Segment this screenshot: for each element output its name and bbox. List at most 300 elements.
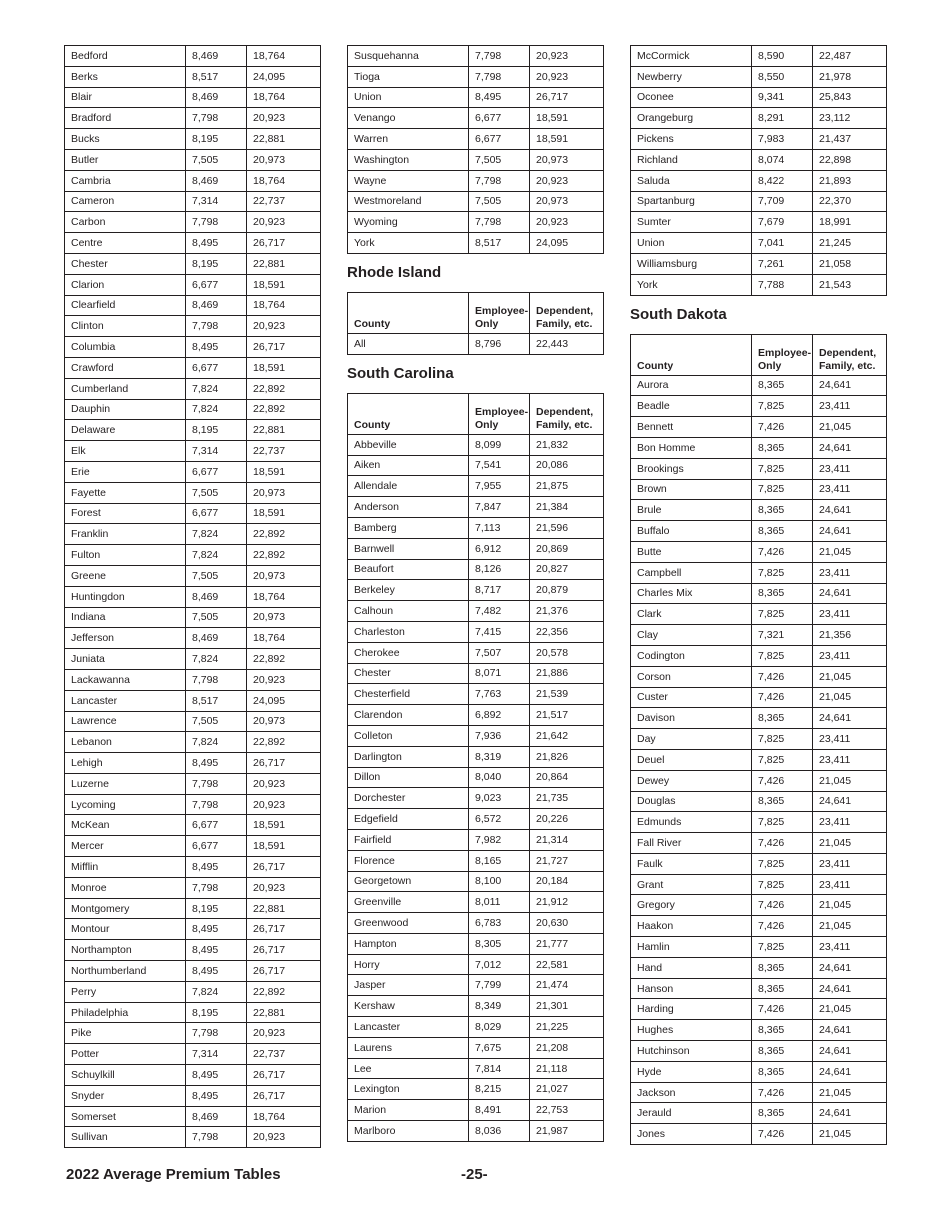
dependent-cell: 21,045: [813, 916, 887, 937]
south-carolina-table-part-2: [630, 45, 887, 296]
county-cell: Monroe: [65, 877, 186, 898]
dependent-cell: 26,717: [247, 753, 321, 774]
employee-only-cell: 7,824: [186, 545, 247, 566]
table-row: [348, 559, 604, 580]
dependent-cell: 23,411: [813, 562, 887, 583]
table-row: [631, 853, 887, 874]
county-cell: Horry: [348, 954, 469, 975]
county-cell: Susquehanna: [348, 46, 469, 67]
employee-only-cell: 7,505: [469, 149, 530, 170]
employee-only-cell: 7,825: [752, 562, 813, 583]
dependent-cell: 24,641: [813, 375, 887, 396]
county-cell: Schuylkill: [65, 1065, 186, 1086]
county-cell: Corson: [631, 666, 752, 687]
dependent-cell: 21,642: [530, 725, 604, 746]
county-cell: Fayette: [65, 482, 186, 503]
county-cell: Delaware: [65, 420, 186, 441]
dependent-cell: 21,987: [530, 1121, 604, 1142]
table-row: [65, 898, 321, 919]
table-row: [631, 1020, 887, 1041]
table-row: [631, 562, 887, 583]
table-row: [348, 642, 604, 663]
dependent-cell: 22,892: [247, 378, 321, 399]
dependent-cell: 21,517: [530, 705, 604, 726]
employee-only-cell: 8,495: [186, 337, 247, 358]
table-row: [631, 978, 887, 999]
table-row: [348, 684, 604, 705]
county-cell: Hampton: [348, 933, 469, 954]
county-cell: Custer: [631, 687, 752, 708]
county-cell: Potter: [65, 1044, 186, 1065]
county-header: County: [348, 292, 469, 333]
employee-only-cell: 7,426: [752, 833, 813, 854]
employee-only-cell: 7,426: [752, 770, 813, 791]
dependent-cell: 20,923: [247, 773, 321, 794]
rhode-island-table: [347, 292, 604, 355]
table-row: [631, 541, 887, 562]
table-row: [631, 708, 887, 729]
pa-rows-1: [65, 46, 321, 1148]
table-row: [65, 108, 321, 129]
employee-only-cell: 7,825: [752, 729, 813, 750]
employee-only-cell: 7,763: [469, 684, 530, 705]
dependent-cell: 23,411: [813, 749, 887, 770]
dependent-cell: 21,045: [813, 541, 887, 562]
column-2: [347, 45, 603, 1142]
dependent-cell: 21,045: [813, 833, 887, 854]
table-row: [631, 583, 887, 604]
table-row: [65, 877, 321, 898]
table-row: [631, 1061, 887, 1082]
county-cell: Lehigh: [65, 753, 186, 774]
table-row: [65, 420, 321, 441]
table-row: [65, 815, 321, 836]
employee-only-cell: 7,798: [186, 1127, 247, 1148]
county-cell: Montour: [65, 919, 186, 940]
table-row: [348, 663, 604, 684]
table-row: [348, 809, 604, 830]
employee-only-cell: 8,469: [186, 87, 247, 108]
county-cell: Greenwood: [348, 913, 469, 934]
employee-only-cell: 8,495: [186, 1085, 247, 1106]
dependent-cell: 20,923: [247, 316, 321, 337]
county-cell: Somerset: [65, 1106, 186, 1127]
county-cell: Union: [631, 233, 752, 254]
dependent-cell: 21,058: [813, 253, 887, 274]
dependent-cell: 21,596: [530, 517, 604, 538]
county-cell: Faulk: [631, 853, 752, 874]
dependent-cell: 21,376: [530, 601, 604, 622]
table-row: [65, 565, 321, 586]
employee-only-cell: 8,495: [186, 857, 247, 878]
dependent-cell: 21,314: [530, 829, 604, 850]
dependent-cell: 20,923: [247, 1023, 321, 1044]
dependent-cell: 22,737: [247, 441, 321, 462]
table-row: [348, 170, 604, 191]
dependent-cell: 20,923: [247, 108, 321, 129]
table-row: [348, 996, 604, 1017]
county-cell: Beadle: [631, 396, 752, 417]
table-row: [348, 746, 604, 767]
county-cell: Jackson: [631, 1082, 752, 1103]
table-row: [631, 666, 887, 687]
table-row: [348, 434, 604, 455]
employee-only-cell: 8,365: [752, 1103, 813, 1124]
table-row: [65, 919, 321, 940]
employee-only-cell: 7,824: [186, 649, 247, 670]
table-row: [631, 916, 887, 937]
employee-only-cell: 7,415: [469, 621, 530, 642]
county-cell: Buffalo: [631, 521, 752, 542]
south-dakota-table: [630, 334, 887, 1145]
dependent-cell: 22,737: [247, 1044, 321, 1065]
county-cell: York: [348, 233, 469, 254]
dependent-cell: 21,886: [530, 663, 604, 684]
employee-only-cell: 7,426: [752, 999, 813, 1020]
employee-only-cell: 6,783: [469, 913, 530, 934]
table-row: [631, 479, 887, 500]
table-row: [348, 476, 604, 497]
county-cell: Lebanon: [65, 732, 186, 753]
table-row: [65, 1002, 321, 1023]
dependent-cell: 26,717: [247, 1085, 321, 1106]
table-row: [348, 954, 604, 975]
employee-only-cell: 6,677: [186, 503, 247, 524]
table-row: [65, 524, 321, 545]
county-cell: Hyde: [631, 1061, 752, 1082]
county-cell: Dauphin: [65, 399, 186, 420]
dependent-cell: 26,717: [247, 940, 321, 961]
table-row: [65, 836, 321, 857]
county-cell: Hanson: [631, 978, 752, 999]
table-row: [348, 1121, 604, 1142]
county-cell: Hutchinson: [631, 1041, 752, 1062]
county-cell: Brule: [631, 500, 752, 521]
dependent-cell: 18,591: [247, 503, 321, 524]
county-cell: Huntingdon: [65, 586, 186, 607]
dependent-cell: 24,641: [813, 583, 887, 604]
county-cell: Bennett: [631, 417, 752, 438]
table-row: [348, 913, 604, 934]
county-cell: Richland: [631, 149, 752, 170]
county-cell: Pike: [65, 1023, 186, 1044]
county-cell: Marlboro: [348, 1121, 469, 1142]
dependent-cell: 18,764: [247, 87, 321, 108]
county-cell: Aiken: [348, 455, 469, 476]
county-cell: Bon Homme: [631, 437, 752, 458]
dependent-cell: 23,411: [813, 396, 887, 417]
dependent-cell: 21,826: [530, 746, 604, 767]
county-cell: Centre: [65, 233, 186, 254]
dependent-cell: 20,973: [247, 149, 321, 170]
dependent-cell: 21,539: [530, 684, 604, 705]
employee-only-cell: 7,825: [752, 749, 813, 770]
employee-only-cell: 7,505: [186, 482, 247, 503]
employee-only-cell: 8,469: [186, 46, 247, 67]
employee-only-cell: 7,788: [752, 274, 813, 295]
south-carolina-table-part-1: [347, 393, 604, 1142]
employee-only-cell: 9,023: [469, 788, 530, 809]
dependent-cell: 22,892: [247, 399, 321, 420]
dependent-cell: 24,641: [813, 521, 887, 542]
employee-only-cell: 7,426: [752, 895, 813, 916]
employee-only-cell: 8,365: [752, 1061, 813, 1082]
dependent-cell: 22,892: [247, 732, 321, 753]
county-cell: All: [348, 333, 469, 354]
dependent-cell: 26,717: [247, 337, 321, 358]
dependent-cell: 21,045: [813, 666, 887, 687]
county-cell: Washington: [348, 149, 469, 170]
employee-only-cell: 8,319: [469, 746, 530, 767]
dependent-cell: 22,881: [247, 898, 321, 919]
county-cell: Chester: [65, 253, 186, 274]
dependent-cell: 21,045: [813, 1082, 887, 1103]
employee-only-cell: 7,798: [186, 669, 247, 690]
table-row: [348, 975, 604, 996]
employee-only-cell: 7,798: [186, 773, 247, 794]
table-row: [348, 1037, 604, 1058]
employee-only-cell: 7,798: [186, 212, 247, 233]
county-cell: Fulton: [65, 545, 186, 566]
dependent-cell: 21,118: [530, 1058, 604, 1079]
table-row: [348, 1079, 604, 1100]
county-cell: Hughes: [631, 1020, 752, 1041]
dependent-cell: 23,411: [813, 729, 887, 750]
footer-title: 2022 Average Premium Tables: [66, 1166, 281, 1183]
county-cell: Dorchester: [348, 788, 469, 809]
table-row: [631, 604, 887, 625]
table-row: [631, 253, 887, 274]
table-row: [65, 981, 321, 1002]
dependent-cell: 23,411: [813, 645, 887, 666]
county-cell: Kershaw: [348, 996, 469, 1017]
employee-only-header: Employee-Only: [469, 292, 530, 333]
table-row: [65, 191, 321, 212]
employee-only-cell: 7,113: [469, 517, 530, 538]
county-cell: Union: [348, 87, 469, 108]
dependent-cell: 23,411: [813, 812, 887, 833]
employee-only-cell: 7,824: [186, 981, 247, 1002]
county-cell: Bradford: [65, 108, 186, 129]
table-row: [631, 66, 887, 87]
dependent-cell: 20,973: [247, 482, 321, 503]
table-row: [65, 940, 321, 961]
table-row: [348, 149, 604, 170]
table-row: [65, 607, 321, 628]
county-cell: Fairfield: [348, 829, 469, 850]
dependent-cell: 21,045: [813, 999, 887, 1020]
dependent-cell: 18,764: [247, 295, 321, 316]
dependent-cell: 23,411: [813, 874, 887, 895]
employee-only-cell: 7,426: [752, 541, 813, 562]
county-cell: Charles Mix: [631, 583, 752, 604]
county-cell: Brookings: [631, 458, 752, 479]
employee-only-cell: 8,796: [469, 333, 530, 354]
county-cell: Cameron: [65, 191, 186, 212]
table-row: [631, 999, 887, 1020]
employee-only-cell: 6,677: [469, 108, 530, 129]
table-row: [65, 378, 321, 399]
dependent-cell: 24,641: [813, 1103, 887, 1124]
employee-only-cell: 8,469: [186, 1106, 247, 1127]
dependent-cell: 24,641: [813, 500, 887, 521]
dependent-cell: 21,384: [530, 497, 604, 518]
dependent-cell: 20,923: [530, 46, 604, 67]
employee-only-cell: 8,011: [469, 892, 530, 913]
employee-only-cell: 7,825: [752, 458, 813, 479]
dependent-cell: 18,591: [247, 461, 321, 482]
dependent-cell: 21,543: [813, 274, 887, 295]
table-row: [631, 417, 887, 438]
table-row: [65, 441, 321, 462]
county-cell: Jerauld: [631, 1103, 752, 1124]
dependent-header: Dependent, Family, etc.: [530, 292, 604, 333]
pennsylvania-table-part-1: [64, 45, 321, 1148]
table-row: [65, 233, 321, 254]
employee-only-cell: 8,422: [752, 170, 813, 191]
dependent-cell: 26,717: [247, 1065, 321, 1086]
county-cell: Greene: [65, 565, 186, 586]
employee-only-cell: 8,126: [469, 559, 530, 580]
dependent-cell: 26,717: [530, 87, 604, 108]
table-row: [631, 749, 887, 770]
employee-only-cell: 7,798: [186, 877, 247, 898]
dependent-cell: 20,923: [530, 170, 604, 191]
employee-only-cell: 6,677: [186, 836, 247, 857]
table-row: [65, 545, 321, 566]
county-cell: Bucks: [65, 129, 186, 150]
dependent-cell: 22,881: [247, 253, 321, 274]
dependent-cell: 21,045: [813, 687, 887, 708]
county-cell: Charleston: [348, 621, 469, 642]
employee-only-cell: 7,799: [469, 975, 530, 996]
employee-only-cell: 7,314: [186, 191, 247, 212]
employee-only-cell: 8,469: [186, 586, 247, 607]
employee-only-cell: 8,365: [752, 521, 813, 542]
table-row: [65, 503, 321, 524]
county-cell: Venango: [348, 108, 469, 129]
county-cell: Abbeville: [348, 434, 469, 455]
table-row: [631, 375, 887, 396]
table-row: [631, 937, 887, 958]
dependent-cell: 24,641: [813, 978, 887, 999]
table-row: [348, 725, 604, 746]
county-cell: Carbon: [65, 212, 186, 233]
table-row: [348, 580, 604, 601]
table-row: [65, 316, 321, 337]
table-row: [65, 399, 321, 420]
employee-only-cell: 7,798: [469, 66, 530, 87]
table-row: [65, 274, 321, 295]
employee-only-cell: 8,469: [186, 170, 247, 191]
dependent-cell: 18,591: [530, 129, 604, 150]
table-row: [65, 129, 321, 150]
county-cell: Luzerne: [65, 773, 186, 794]
table-row: [631, 87, 887, 108]
county-cell: Franklin: [65, 524, 186, 545]
county-cell: Westmoreland: [348, 191, 469, 212]
dependent-cell: 18,591: [530, 108, 604, 129]
employee-only-cell: 8,349: [469, 996, 530, 1017]
employee-only-cell: 8,495: [469, 87, 530, 108]
dependent-cell: 20,827: [530, 559, 604, 580]
dependent-cell: 20,630: [530, 913, 604, 934]
table-row: [348, 455, 604, 476]
county-cell: Butte: [631, 541, 752, 562]
county-cell: Edgefield: [348, 809, 469, 830]
dependent-cell: 22,881: [247, 129, 321, 150]
table-row: [631, 833, 887, 854]
dependent-cell: 20,923: [247, 877, 321, 898]
county-cell: Greenville: [348, 892, 469, 913]
employee-only-cell: 7,505: [469, 191, 530, 212]
table-row: [348, 850, 604, 871]
employee-only-cell: 8,215: [469, 1079, 530, 1100]
dependent-cell: 21,437: [813, 129, 887, 150]
county-cell: Dillon: [348, 767, 469, 788]
table-row: [348, 129, 604, 150]
county-cell: Williamsburg: [631, 253, 752, 274]
sd-rows: [631, 375, 887, 1144]
employee-only-cell: 7,982: [469, 829, 530, 850]
county-cell: Bamberg: [348, 517, 469, 538]
table-row: [348, 871, 604, 892]
column-1: [64, 45, 320, 1148]
county-cell: Laurens: [348, 1037, 469, 1058]
dependent-cell: 20,973: [530, 191, 604, 212]
table-row: [631, 170, 887, 191]
page-number: -25-: [461, 1166, 488, 1183]
employee-only-cell: 8,590: [752, 46, 813, 67]
county-cell: Berks: [65, 66, 186, 87]
dependent-cell: 21,045: [813, 895, 887, 916]
employee-only-cell: 8,517: [186, 66, 247, 87]
employee-only-cell: 7,507: [469, 642, 530, 663]
county-cell: Beaufort: [348, 559, 469, 580]
county-cell: Wayne: [348, 170, 469, 191]
county-cell: Marion: [348, 1100, 469, 1121]
employee-only-cell: 8,517: [186, 690, 247, 711]
employee-only-cell: 7,825: [752, 937, 813, 958]
dependent-cell: 24,095: [247, 66, 321, 87]
employee-only-cell: 8,029: [469, 1017, 530, 1038]
dependent-cell: 20,864: [530, 767, 604, 788]
employee-only-cell: 7,824: [186, 399, 247, 420]
table-row: [348, 705, 604, 726]
employee-only-cell: 7,426: [752, 916, 813, 937]
table-row: [631, 129, 887, 150]
employee-only-cell: 7,824: [186, 732, 247, 753]
dependent-cell: 23,411: [813, 604, 887, 625]
county-cell: Mercer: [65, 836, 186, 857]
table-header-row: [348, 292, 604, 333]
dependent-cell: 18,764: [247, 46, 321, 67]
dependent-cell: 24,641: [813, 1041, 887, 1062]
dependent-cell: 22,881: [247, 1002, 321, 1023]
dependent-cell: 21,832: [530, 434, 604, 455]
employee-only-cell: 8,036: [469, 1121, 530, 1142]
employee-only-cell: 7,798: [469, 170, 530, 191]
dependent-cell: 22,370: [813, 191, 887, 212]
employee-only-cell: 8,365: [752, 708, 813, 729]
employee-only-cell: 7,482: [469, 601, 530, 622]
employee-only-cell: 7,505: [186, 607, 247, 628]
dependent-cell: 22,892: [247, 545, 321, 566]
county-cell: Blair: [65, 87, 186, 108]
dependent-cell: 26,717: [247, 961, 321, 982]
county-cell: Montgomery: [65, 898, 186, 919]
employee-only-cell: 8,365: [752, 437, 813, 458]
